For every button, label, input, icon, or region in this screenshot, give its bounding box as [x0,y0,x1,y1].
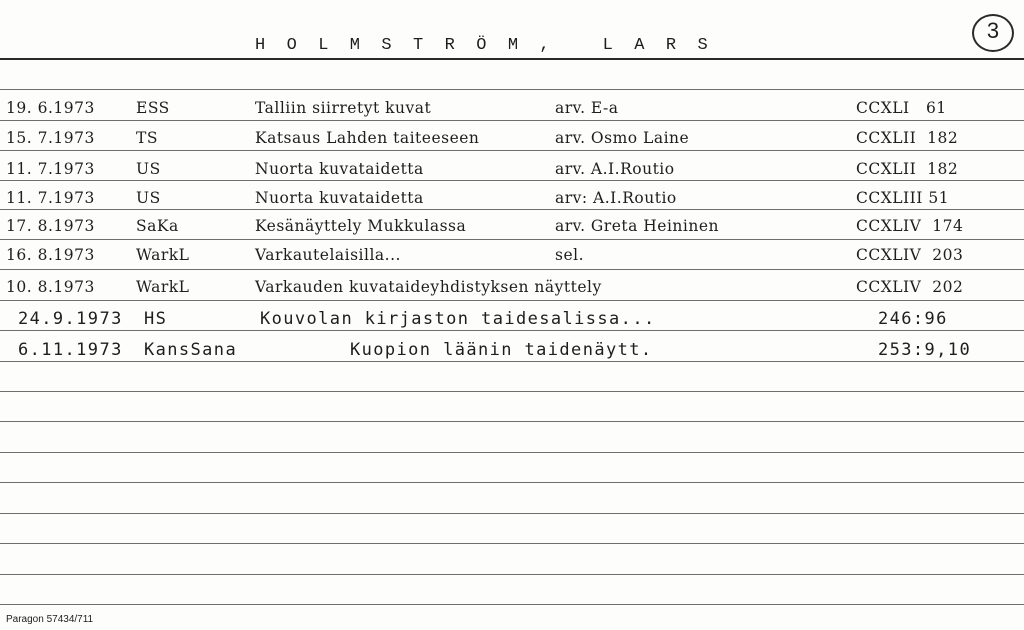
entry-title: Katsaus Lahden taiteeseen [255,129,480,147]
entry-note: sel. [555,246,585,264]
card-number: 3 [986,18,1000,43]
ruled-line [0,300,1024,301]
entry-date: 10. 8.1973 [6,278,95,296]
entry-title: Nuorta kuvataidetta [255,189,424,207]
entry-source: US [136,160,161,178]
entry-source: US [136,189,161,207]
card-heading-name: H O L M S T R Ö M , L A R S [255,36,714,55]
entry-date: 16. 8.1973 [6,246,95,264]
entry-title: Kesänäyttely Mukkulassa [255,217,467,235]
typed-entry-date: 6.11.1973 [18,340,123,360]
entry-ref: CCXLII 182 [856,160,959,178]
entry-date: 11. 7.1973 [6,160,95,178]
ruled-line [0,269,1024,270]
entry-source: TS [136,129,158,147]
entry-ref: CCXLIV 174 [856,217,964,235]
entry-ref: CCXLII 182 [856,129,959,147]
entry-date: 19. 6.1973 [6,99,95,117]
ruled-line [0,421,1024,422]
entry-date: 15. 7.1973 [6,129,95,147]
ruled-line [0,361,1024,362]
ruled-line [0,574,1024,575]
entry-note: arv. Greta Heininen [555,217,720,235]
ruled-line [0,604,1024,605]
ruled-line [0,89,1024,90]
ruled-line [0,209,1024,210]
entry-source: WarkL [136,278,190,296]
entry-title: Varkauden kuvataideyhdistyksen näyttely [255,278,602,296]
ruled-line [0,239,1024,240]
entry-title: Talliin siirretyt kuvat [255,99,432,117]
entry-ref: CCXLIV 202 [856,278,964,296]
typed-entry-ref: 246:96 [878,309,948,329]
entry-source: SaKa [136,217,179,235]
entry-note: arv. Osmo Laine [555,129,690,147]
card-footer-print: Paragon 57434/711 [6,614,94,625]
entry-source: WarkL [136,246,190,264]
entry-ref: CCXLI 61 [856,99,947,117]
card-number-circle [972,14,1014,52]
ruled-line [0,452,1024,453]
typed-entry-title: Kouvolan kirjaston taidesalissa... [260,309,656,329]
ruled-line [0,150,1024,151]
ruled-line [0,58,1024,60]
entry-note: arv. A.I.Routio [555,160,675,178]
entry-ref: CCXLIV 203 [856,246,964,264]
typed-entry-source: KansSana [144,340,238,360]
typed-entry-title: Kuopion läänin taidenäytt. [350,340,653,360]
ruled-line [0,180,1024,181]
ruled-line [0,330,1024,331]
ruled-line [0,120,1024,121]
typed-entry-ref: 253:9,10 [878,340,972,360]
ruled-line [0,513,1024,514]
entry-note: arv. E-a [555,99,619,117]
typed-entry-source: HS [144,309,168,329]
entry-date: 11. 7.1973 [6,189,95,207]
entry-note: arv: A.I.Routio [555,189,677,207]
entry-title: Varkautelaisilla... [255,246,401,264]
ruled-line [0,482,1024,483]
entry-ref: CCXLIII 51 [856,189,950,207]
ruled-line [0,543,1024,544]
entry-source: ESS [136,99,170,117]
ruled-line [0,391,1024,392]
typed-entry-date: 24.9.1973 [18,309,123,329]
entry-title: Nuorta kuvataidetta [255,160,424,178]
entry-date: 17. 8.1973 [6,217,95,235]
